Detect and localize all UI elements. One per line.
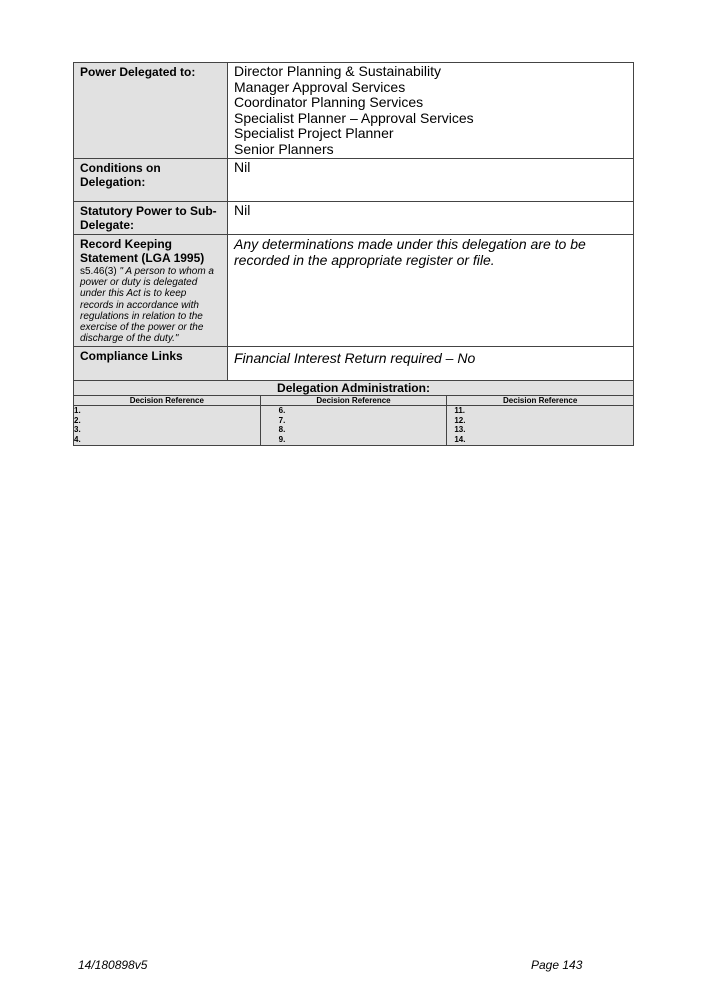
decision-ref-7: 7. xyxy=(278,415,286,425)
delegate-3: Coordinator Planning Services xyxy=(234,94,424,110)
conditions-label: Conditions on Delegation: xyxy=(74,159,228,202)
delegate-1: Director Planning & Sustainability xyxy=(234,63,441,79)
decision-ref-11: 11. xyxy=(454,406,465,415)
decision-ref-14: 14. xyxy=(454,434,466,444)
sub-delegate-row xyxy=(74,202,634,235)
decision-ref-1: 1. xyxy=(74,406,81,415)
page-number: Page 143 xyxy=(531,958,583,972)
delegate-2: Manager Approval Services xyxy=(234,78,406,95)
document-reference: 14/180898v5 xyxy=(78,958,148,972)
sub-delegate-value: Nil xyxy=(228,202,634,235)
record-keeping-value: Any determinations made under this delegation are to be recorded in the appropriate register or file. xyxy=(228,235,634,347)
record-keeping-label: Record Keeping Statement (LGA 1995) xyxy=(80,237,205,265)
delegate-4: Specialist Planner – Approval Services xyxy=(234,109,474,126)
compliance-label: Compliance Links xyxy=(74,347,228,393)
decision-column-2 xyxy=(260,406,447,446)
admin-title: Delegation Administration: xyxy=(74,381,634,396)
decision-ref-2: 2. xyxy=(74,415,81,425)
delegation-table xyxy=(73,62,634,393)
decision-ref-3: 3. xyxy=(74,425,81,434)
decision-ref-header-2: Decision Reference xyxy=(260,396,447,406)
compliance-value: Financial Interest Return required – No xyxy=(228,347,634,393)
record-keeping-row xyxy=(74,235,634,347)
conditions-row xyxy=(74,159,634,202)
delegate-5: Specialist Project Planner xyxy=(234,125,394,141)
decision-ref-13: 13. xyxy=(454,425,466,434)
decision-ref-8: 8. xyxy=(278,425,286,434)
decision-column-3 xyxy=(447,406,634,446)
decision-ref-header-3: Decision Reference xyxy=(447,396,634,406)
power-delegated-label: Power Delegated to: xyxy=(74,63,228,159)
decision-ref-12: 12. xyxy=(454,415,466,425)
delegate-6: Senior Planners xyxy=(234,140,334,157)
decision-ref-6: 6. xyxy=(278,406,286,415)
quote-text: " A person to whom a power or duty is delegated under this Act is to keep records in accordance with regulations in relation to the exercise of the power or the discharge of the duty." xyxy=(80,266,214,345)
sub-delegate-label: Statutory Power to Sub-Delegate: xyxy=(74,202,228,235)
decision-column-1 xyxy=(74,406,261,446)
power-delegated-value xyxy=(228,63,634,159)
section-ref: s5.46(3) xyxy=(80,266,117,277)
decision-ref-4: 4. xyxy=(74,434,81,444)
power-delegated-row xyxy=(74,63,634,159)
decision-ref-9: 9. xyxy=(278,434,286,444)
legislation-quote xyxy=(80,266,221,344)
conditions-value: Nil xyxy=(228,159,634,202)
delegation-admin-table xyxy=(73,380,634,446)
record-keeping-label-cell xyxy=(74,235,228,347)
decision-ref-header-1: Decision Reference xyxy=(74,396,261,406)
